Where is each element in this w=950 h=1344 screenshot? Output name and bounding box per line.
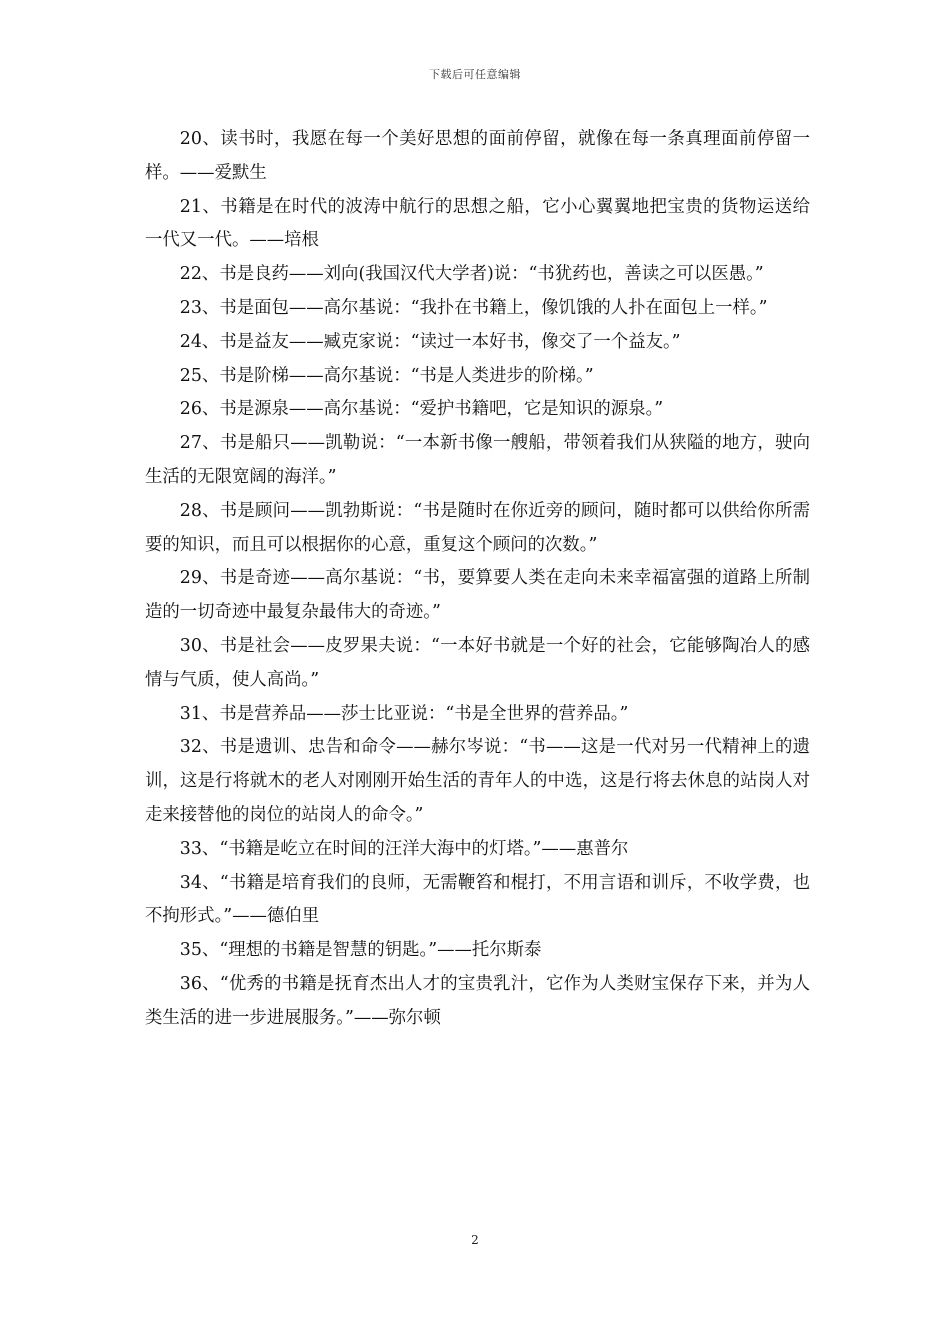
quote-paragraph-25: 25、书是阶梯——高尔基说：“书是人类进步的阶梯。” [179,365,594,386]
page-header: 下载后可任意编辑 [429,68,521,81]
quote-paragraph-30: 30、书是社会——皮罗果夫说：“一本好书就是一个好的社会，它能够陶冶人的感情与气质，使人高尚。” [145,635,810,690]
quote-paragraph-36: 36、“优秀的书籍是抚育杰出人才的宝贵乳汁，它作为人类财宝保存下来，并为人类生活的进一步进展服务。”——弥尔顿 [145,973,810,1028]
quote-paragraph-22: 22、书是良药——刘向(我国汉代大学者)说：“书犹药也，善读之可以医愚。” [179,264,764,285]
quote-paragraph-28: 28、书是顾问——凯勃斯说：“书是随时在你近旁的顾问，随时都可以供给你所需要的知识，而且可以根据你的心意，重复这个顾问的次数。” [145,500,810,555]
quote-paragraph-26: 26、书是源泉——高尔基说：“爱护书籍吧，它是知识的源泉。” [179,399,664,420]
quote-paragraph-31: 31、书是营养品——莎士比亚说：“书是全世界的营养品。” [179,703,629,724]
quote-paragraph-32: 32、书是遗训、忠告和命令——赫尔岑说：“书——这是一代对另一代精神上的遗训，这是行将就木的老人对刚刚开始生活的青年人的中选，这是行将去休息的站岗人对走来接替他的岗位的站岗人的命令。” [145,737,810,825]
quote-paragraph-33: 33、“书籍是屹立在时间的汪洋大海中的灯塔。”——惠普尔 [179,838,629,859]
quote-list [145,123,810,1036]
quote-paragraph-29: 29、书是奇迹——高尔基说：“书，要算要人类在走向未来幸福富强的道路上所制造的一切奇迹中最复杂最伟大的奇迹。” [145,568,810,623]
quote-paragraph-35: 35、“理想的书籍是智慧的钥匙。”——托尔斯泰 [179,940,542,961]
quote-paragraph-23: 23、书是面包——高尔基说：“我扑在书籍上，像饥饿的人扑在面包上一样。” [179,297,768,318]
quote-paragraph-34: 34、“书籍是培育我们的良师，无需鞭笞和棍打，不用言语和训斥，不收学费，也不拘形式。”——德伯里 [145,872,810,927]
quote-paragraph-20: 20、读书时，我愿在每一个美好思想的面前停留，就像在每一条真理面前停留一样。——爱默生 [145,129,810,183]
quote-paragraph-21: 21、书籍是在时代的波涛中航行的思想之船，它小心翼翼地把宝贵的货物运送给一代又一代。——培根 [145,196,810,251]
quote-paragraph-24: 24、书是益友——臧克家说：“读过一本好书，像交了一个益友。” [179,331,681,352]
quote-paragraph-27: 27、书是船只——凯勒说：“一本新书像一艘船，带领着我们从狭隘的地方，驶向生活的无限宽阔的海洋。” [145,433,810,487]
page-number: 2 [471,1233,479,1247]
